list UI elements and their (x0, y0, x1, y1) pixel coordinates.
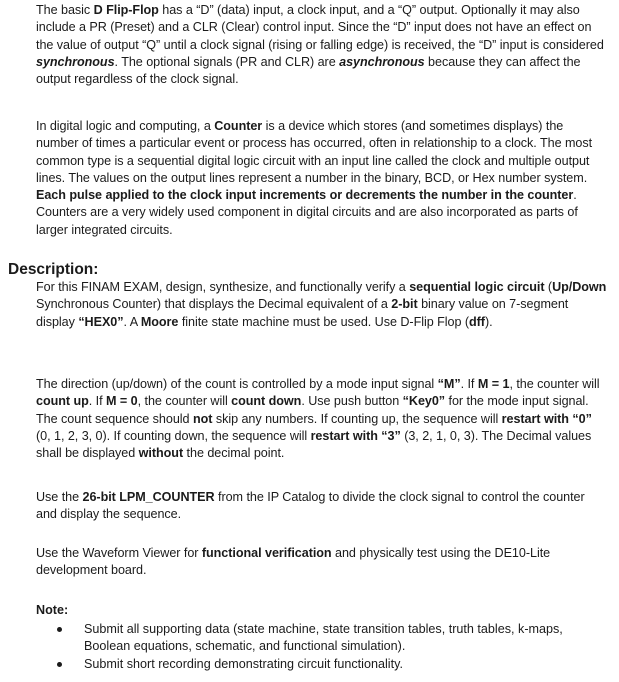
emphasis-text: sequential logic circuit (409, 280, 545, 294)
emphasis-text: count up (36, 394, 89, 409)
list-item (55, 656, 603, 673)
emphasis-text: 26-bit LPM_COUNTER (82, 490, 215, 504)
emphasis-text: “Key0” (402, 394, 446, 409)
emphasis-text: Counter (214, 119, 263, 133)
bullet-icon (57, 627, 62, 632)
note-list (55, 621, 603, 673)
paragraph-exam-task: For this FINAM EXAM, design, synthesize, and functionally verify a sequential logic circuit (Up/Down Synchronous Counter) that displays the Decimal equivalent of a 2-bit binary value on 7-segment display “HEX0”. A Moore finite state machine must be used. Use D-Flip Flop (dff). (36, 280, 607, 329)
note-heading: Note: (36, 603, 69, 617)
emphasis-text: D Flip-Flop (93, 3, 159, 17)
emphasis-text: dff (469, 314, 485, 329)
emphasis-text: functional verification (201, 546, 332, 560)
emphasis-text: restart with “3” (310, 428, 401, 443)
emphasis-text: “HEX0” (78, 314, 124, 329)
emphasis-text: M = 0 (106, 394, 138, 409)
emphasis-text: 2-bit (391, 297, 418, 312)
emphasis-text: without (138, 446, 184, 461)
emphasis-text: count down (231, 394, 302, 409)
paragraph-d-flip-flop: The basic D Flip-Flop has a “D” (data) input, a clock input, and a “Q” output. Optionally it may also include a PR (Preset) and a CLR (Clear) control input. Since the “D” input does not have an effect on the value of output “Q” until a clock signal (rising or falling edge) is received, the “D” input is considered synchronous. The optional signals (PR and CLR) are asynchronous because they can affect the output regardless of the clock signal. (36, 3, 604, 87)
emphasis-text: not (192, 411, 213, 426)
emphasis-text: Moore (140, 314, 179, 329)
emphasis-text: asynchronous (339, 54, 425, 69)
paragraph-waveform: Use the Waveform Viewer for functional verification and physically test using the DE10-Lite development board. (36, 546, 551, 578)
bullet-icon (57, 662, 62, 667)
description-heading: Description: (8, 261, 99, 278)
emphasis-text: synchronous (36, 54, 115, 69)
paragraph-lpm-counter: Use the 26-bit LPM_COUNTER from the IP Catalog to divide the clock signal to control the counter and display the sequence. (36, 490, 585, 522)
list-item (55, 621, 603, 656)
emphasis-text: Each pulse applied to the clock input increments or decrements the number in the counter (36, 188, 574, 203)
emphasis-text: “M” (437, 377, 461, 391)
paragraph-direction: The direction (up/down) of the count is controlled by a mode input signal “M”. If M = 1, the counter will count up. If M = 0, the counter will count down. Use push button “Key0” for the mode input signal. The count sequence should not skip any numbers. If counting up, the sequence will restart with “0” (0, 1, 2, 3, 0). If counting down, the sequence will restart with “3” (3, 2, 1, 0, 3). The Decimal values shall be displayed without the decimal point. (36, 377, 600, 461)
note-item-text: Submit short recording demonstrating circuit functionality. (84, 656, 403, 671)
paragraph-counter: In digital logic and computing, a Counter is a device which stores (and sometimes displays) the number of times a particular event or process has occurred, often in relationship to a clock. The most common type is a sequential digital logic circuit with an input line called the clock and multiple output lines. The values on the output lines represent a number in the binary, BCD, or Hex number system. Each pulse applied to the clock input increments or decrements the number in the counter. Counters are a very widely used component in digital circuits and are also incorporated as parts of larger integrated circuits. (36, 119, 593, 237)
note-item-text: Submit all supporting data (state machine, state transition tables, truth tables, k-maps, Boolean equations, schematic, and functional simulation). (84, 622, 563, 654)
emphasis-text: M = 1 (477, 377, 510, 391)
emphasis-text: restart with “0” (501, 411, 592, 426)
emphasis-text: Up/Down (552, 280, 607, 294)
